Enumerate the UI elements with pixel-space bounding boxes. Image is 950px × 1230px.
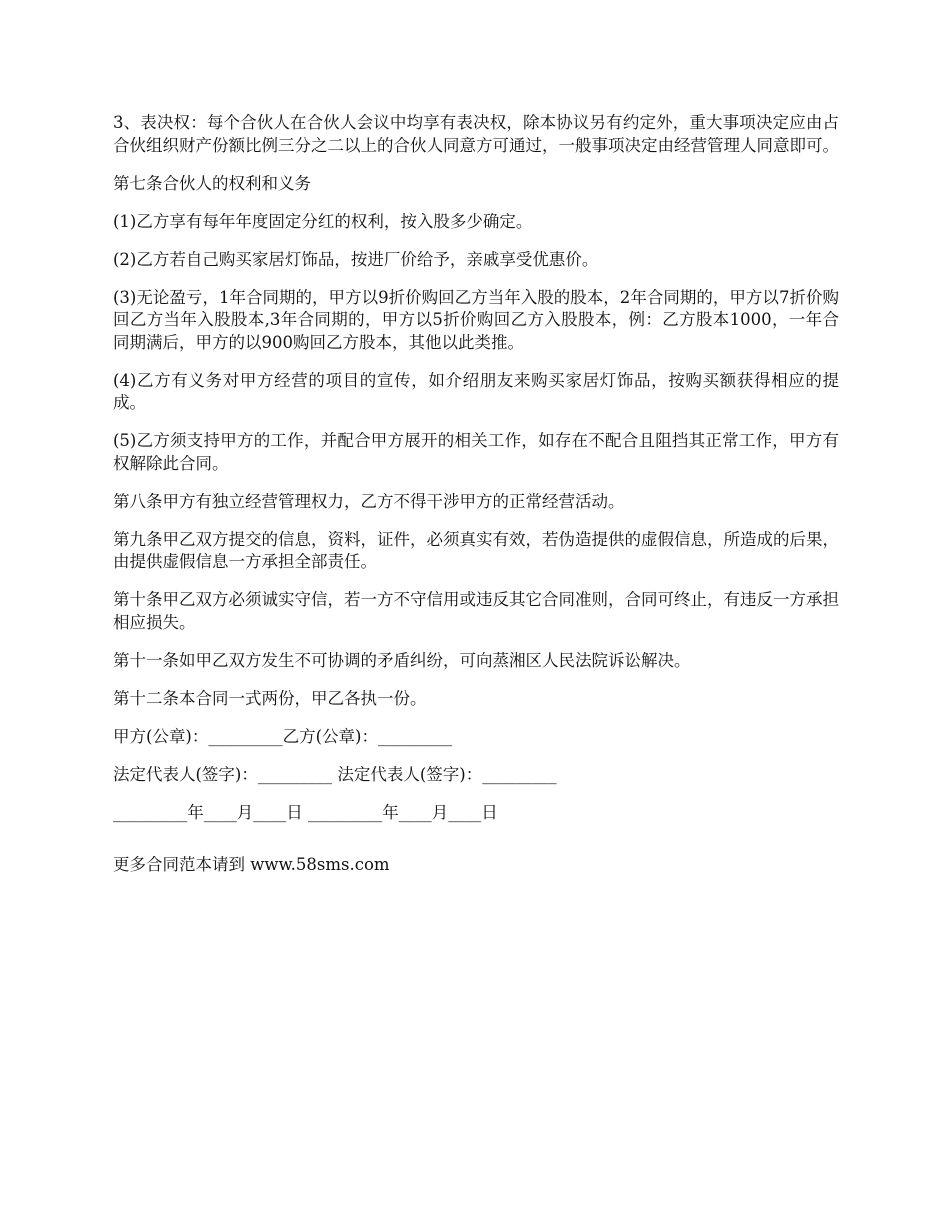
paragraph-article-10: 第十条甲乙双方必须诚实守信，若一方不守信用或违反其它合同准则，合同可终止，有违反一方承担相应损失。: [113, 590, 839, 632]
signature-representatives-line: 法定代表人(签字)：_________ 法定代表人(签字)：_________: [113, 764, 557, 784]
document-page: [113, 112, 839, 892]
paragraph-article-8: 第八条甲方有独立经营管理权力，乙方不得干涉甲方的正常经营活动。: [113, 491, 625, 511]
paragraph-article-12: 第十二条本合同一式两份，甲乙各执一份。: [113, 688, 427, 708]
paragraph-clause-3: (3)无论盈亏，1年合同期的，甲方以9折价购回乙方当年入股的股本，2年合同期的，甲方以7折价购回乙方当年入股股本,3年合同期的，甲方以5折价购回乙方入股股本，例：乙方股本1000，一年合同期满后，甲方的以900购回乙方股本，其他以此类推。: [113, 287, 839, 352]
signature-date-line: _________年____月____日 _________年____月____日: [113, 802, 498, 822]
footer-note: 更多合同范本请到 www.58sms.com: [113, 855, 390, 874]
paragraph-clause-4: (4)乙方有义务对甲方经营的项目的宣传，如介绍朋友来购买家居灯饰品，按购买额获得相应的提成。: [113, 370, 839, 412]
heading-article-7: 第七条合伙人的权利和义务: [113, 173, 311, 193]
paragraph-clause-1: (1)乙方享有每年年度固定分红的权利，按入股多少确定。: [113, 211, 533, 231]
paragraph-clause-2: (2)乙方若自己购买家居灯饰品，按进厂价给予，亲戚享受优惠价。: [113, 249, 599, 269]
paragraph-voting-rights: 3、表决权：每个合伙人在合伙人会议中均享有表决权，除本协议另有约定外，重大事项决定应由占合伙组织财产份额比例三分之二以上的合伙人同意方可通过，一般事项决定由经营管理人同意即可。: [113, 113, 839, 155]
paragraph-article-9: 第九条甲乙双方提交的信息，资料，证件，必须真实有效，若伪造提供的虚假信息，所造成的后果，由提供虚假信息一方承担全部责任。: [113, 529, 839, 571]
paragraph-article-11: 第十一条如甲乙双方发生不可协调的矛盾纠纷，可向蒸湘区人民法院诉讼解决。: [113, 650, 691, 670]
paragraph-clause-5: (5)乙方须支持甲方的工作，并配合甲方展开的相关工作，如存在不配合且阻挡其正常工作，甲方有权解除此合同。: [113, 431, 839, 473]
signature-seals-line: 甲方(公章)：_________乙方(公章)：_________: [113, 726, 453, 746]
